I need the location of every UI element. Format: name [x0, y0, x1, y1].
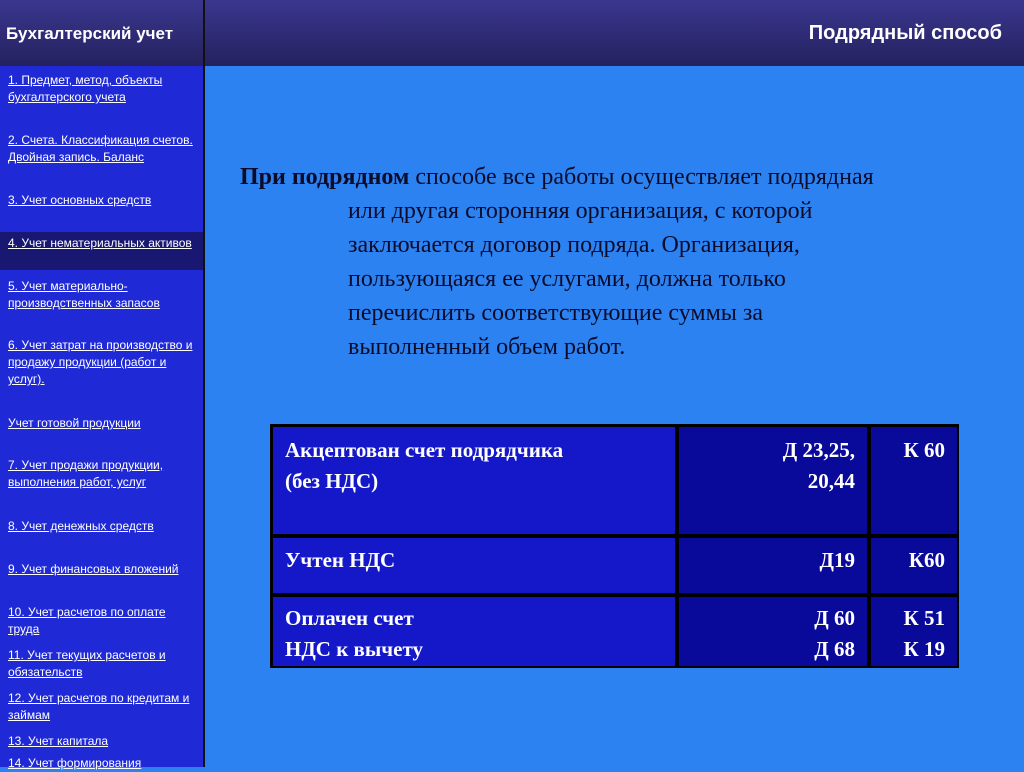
nav-item-7[interactable]: 7. Учет продажи продукции, выполнения работ, услуг [8, 458, 164, 489]
slide-title-bar [205, 0, 1024, 66]
op-text-line1: Оплачен счет [285, 606, 414, 630]
app-title: Бухгалтерский учет [6, 24, 174, 43]
nav-item-9[interactable]: 9. Учет финансовых вложений [8, 562, 179, 576]
paragraph-line-1: способе все работы осуществляет подрядная [409, 164, 874, 190]
debit-line1: Д 23,25, [782, 438, 855, 462]
nav-item-6b[interactable]: Учет готовой продукции [8, 416, 141, 430]
credit-line1: К 60 [903, 438, 945, 462]
credit-line1: К 51 [903, 606, 945, 630]
slide-paragraph [240, 160, 1000, 364]
table-cell-credit [871, 597, 957, 666]
app-title-bar [0, 0, 205, 66]
nav-item-12[interactable]: 12. Учет расчетов по кредитам и займам [8, 691, 190, 722]
debit-line1: Д 60 [814, 606, 855, 630]
nav-item-3[interactable]: 3. Учет основных средств [8, 193, 152, 207]
nav-item-6[interactable]: 6. Учет затрат на производство и продажу продукции (работ и услуг). [8, 338, 193, 386]
paragraph-line-4: пользующаяся ее услугами, должна только [348, 266, 786, 292]
paragraph-lead: При подрядном [240, 164, 410, 190]
sidebar-nav [0, 66, 205, 770]
nav-item-8[interactable]: 8. Учет денежных средств [8, 519, 154, 533]
nav-item-10[interactable]: 10. Учет расчетов по оплате труда [8, 605, 166, 636]
nav-item-11[interactable]: 11. Учет текущих расчетов и обязательств [8, 648, 166, 679]
nav-item-14[interactable]: 14. Учет формирования [8, 756, 142, 770]
entries-table [270, 424, 959, 668]
paragraph-line-3: заключается договор подряда. Организация, [348, 232, 800, 258]
nav-item-4[interactable]: 4. Учет нематериальных активов [0, 232, 203, 270]
debit-line2: Д 68 [814, 637, 855, 661]
paragraph-line-5: перечислить соответствующие суммы за [348, 300, 764, 326]
op-text-line1: Учтен НДС [285, 548, 396, 572]
op-text-line2: (без НДС) [285, 469, 379, 493]
credit-line2: К 19 [903, 637, 945, 661]
debit-line1: Д19 [819, 548, 855, 572]
op-text-line1: Акцептован счет подрядчика [285, 438, 564, 462]
paragraph-line-2: или другая сторонняя организация, с которой [348, 198, 813, 224]
op-text-line2: НДС к вычету [285, 637, 423, 661]
table-cell-credit [871, 427, 957, 534]
table-cell-debit [679, 538, 867, 593]
table-cell-debit [679, 597, 867, 666]
table-cell-op [273, 597, 675, 666]
table-cell-op [273, 427, 675, 534]
debit-line2: 20,44 [807, 469, 855, 493]
nav-item-1[interactable]: 1. Предмет, метод, объекты бухгалтерского учета [8, 73, 163, 104]
slide-title: Подрядный способ [808, 22, 1002, 44]
table-cell-credit [871, 538, 957, 593]
table-cell-op [273, 538, 675, 593]
paragraph-line-6: выполненный объем работ. [348, 334, 626, 360]
credit-line1: К60 [908, 548, 945, 572]
nav-item-13[interactable]: 13. Учет капитала [8, 734, 109, 748]
table-cell-debit [679, 427, 867, 534]
nav-item-5[interactable]: 5. Учет материально-производственных запасов [8, 279, 160, 310]
nav-item-2[interactable]: 2. Счета. Классификация счетов. Двойная запись. Баланс [8, 133, 193, 164]
